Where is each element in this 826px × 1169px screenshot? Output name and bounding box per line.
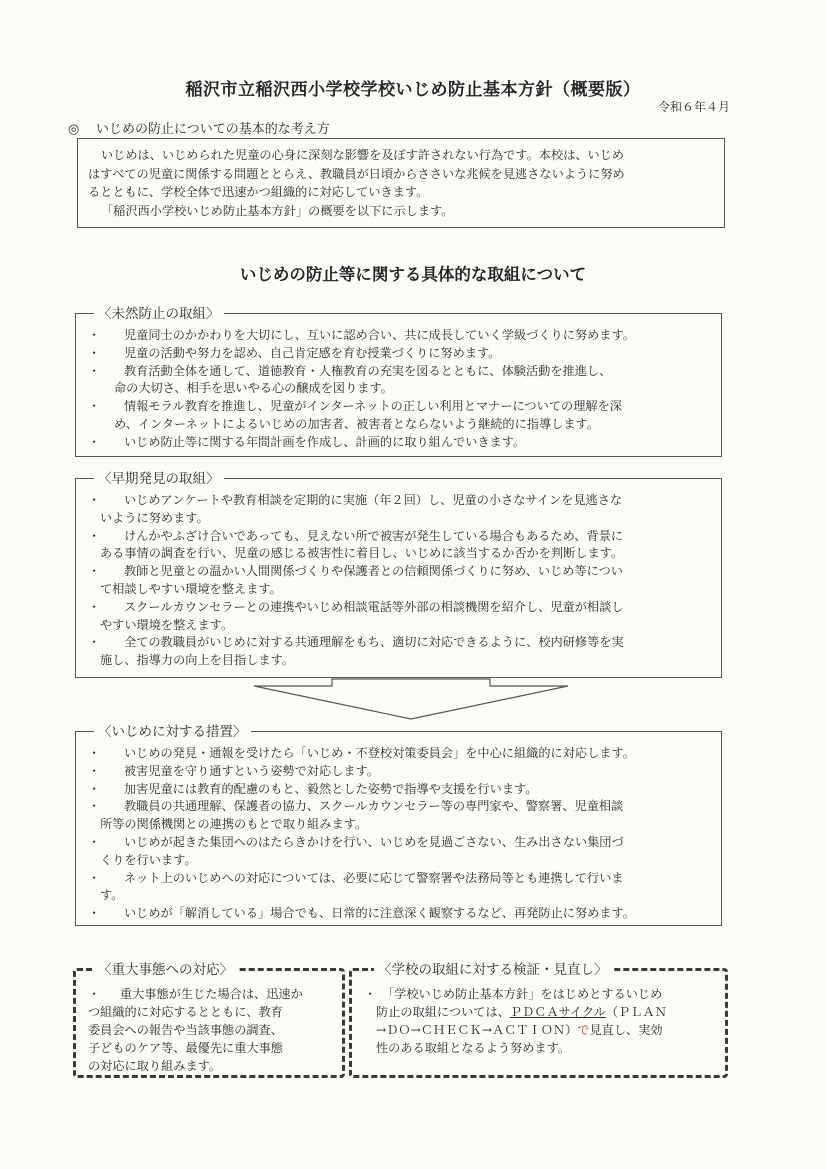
- list-item: [88, 905, 713, 923]
- item-continuation: 施し、指導力の向上を目指します。: [100, 653, 295, 668]
- item-continuation: 委員会への報告や当該事態の調査、: [88, 1023, 283, 1037]
- basic-line: るとともに、学校全体で迅速かつ組織的に対応していきます。: [88, 185, 429, 199]
- early-detection-box: [75, 478, 722, 678]
- item-continuation: 子どものケア等、最優先に重大事態: [88, 1041, 283, 1055]
- document-title: 稲沢市立稲沢西小学校学校いじめ防止基本方針（概要版）: [185, 80, 641, 100]
- list-item: [88, 563, 713, 581]
- basic-line: いじめは、いじめられた児童の心身に深刻な影響を及ぼす許されない行為です。本校は、いじめ: [101, 148, 625, 162]
- item-text: いじめ防止等に関する年間計画を作成し、計画的に取り組んでいきます。: [124, 434, 526, 449]
- double-circle-icon: ◎: [68, 122, 80, 137]
- review-text: （ＰＬＡＮ: [605, 1005, 667, 1019]
- item-text: けんかやふざけ合いであっても、見えない所で被害が発生している場合もあるため、背景に: [124, 528, 624, 543]
- item-text: いじめの発見・通報を受けたら「いじめ・不登校対策委員会」を中心に組織的に対応します。: [124, 746, 635, 760]
- bullet: ・: [88, 987, 101, 1001]
- item-text: 「学校いじめ防止基本方針」をはじめとするいじめ: [382, 987, 663, 1001]
- item-text: 児童同士のかかわりを大切にし、互いに認め合い、共に成長していく学級づくりに努めます。: [124, 328, 635, 342]
- item-continuation: の対応に取り組みます。: [88, 1059, 222, 1073]
- basic-approach-heading-text: いじめの防止についての基本的な考え方: [96, 122, 330, 137]
- bullet: ・: [88, 363, 101, 378]
- item-text: 教師と児童との温かい人間関係づくりや保護者との信頼関係づくりに努め、いじめ等につい: [124, 564, 623, 579]
- bullet: ・: [88, 328, 101, 342]
- item-continuation: ある事情の調査を行い、児童の感じる被害性に着目し、いじめに該当するか否かを判断します。: [100, 546, 624, 561]
- bullet: ・: [88, 746, 101, 760]
- item-text: 全ての教職員がいじめに対する共通理解をもち、適切に対応できるように、校内研修等を実: [124, 635, 624, 650]
- document-date: 令和６年４月: [657, 100, 730, 114]
- list-item: [364, 985, 717, 1003]
- list-item: [88, 781, 713, 799]
- list-item: [88, 599, 713, 617]
- list-item: [88, 434, 713, 452]
- bullet: ・: [88, 834, 101, 849]
- basic-line: はすべての児童に関係する問題ととらえ、教職員が日頃からささいな兆候を見逃さないように努め: [88, 166, 625, 181]
- item-continuation: やすい環境を整えます。: [100, 617, 234, 632]
- basic-line: 「稲沢西小学校いじめ防止基本方針」の概要を以下に示します。: [101, 203, 454, 218]
- serious-incident-label: 〈重大事態への対応〉: [94, 958, 237, 978]
- bullet: ・: [88, 906, 101, 921]
- bullet: ・: [88, 635, 101, 650]
- list-item: [88, 528, 713, 546]
- item-continuation: [364, 1003, 717, 1021]
- review-text: 見直し、実効: [589, 1023, 663, 1037]
- down-arrow-icon: [252, 678, 570, 720]
- list-item: [88, 345, 713, 363]
- bullet: ・: [88, 493, 101, 507]
- item-text: 重大事態が生じた場合は、迅速か: [120, 987, 303, 1001]
- review-text: 防止の取組については、: [376, 1005, 510, 1019]
- bullet: ・: [364, 987, 377, 1001]
- list-item: [88, 870, 713, 888]
- list-item: [88, 492, 713, 510]
- list-item: [88, 745, 713, 763]
- bullet: ・: [88, 528, 101, 543]
- bullet: ・: [88, 763, 101, 778]
- response-measures-label: 〈いじめに対する措置〉: [94, 720, 251, 740]
- review-box: [349, 968, 728, 1078]
- item-continuation: す。: [100, 888, 124, 903]
- item-continuation: 命の大切さ、相手を思いやる心の醸成を図ります。: [114, 381, 393, 396]
- item-continuation: 所等の関係機関との連携のもとで取り組みます。: [100, 817, 368, 832]
- item-text: 教育活動全体を通して、道徳教育・人権教育の充実を図るとともに、体験活動を推進し、: [124, 363, 612, 378]
- list-item: [88, 363, 713, 381]
- highlighted-text: で: [577, 1023, 590, 1037]
- list-item: [88, 634, 713, 652]
- list-item: [88, 985, 334, 1003]
- bullet: ・: [88, 345, 101, 360]
- item-text: 児童の活動や努力を認め、自己肯定感を育む授業づくりに努めます。: [124, 345, 501, 360]
- serious-incident-box: [73, 968, 345, 1078]
- basic-approach-heading: [68, 118, 330, 137]
- list-item: [88, 763, 713, 781]
- item-text: 情報モラル教育を推進し、児童がインターネットの正しい利用とマナーについての理解を深: [124, 399, 622, 414]
- bullet: ・: [88, 564, 101, 579]
- prevention-label: 〈未然防止の取組〉: [94, 302, 224, 322]
- item-continuation: め、インターネットによるいじめの加害者、被害者とならないよう継続的に指導します。: [114, 416, 599, 431]
- bullet: ・: [88, 399, 101, 414]
- item-text: 加害児童には教育的配慮のもと、毅然とした姿勢で指導や支援を行います。: [124, 781, 538, 796]
- review-label: 〈学校の取組に対する検証・見直し〉: [374, 958, 612, 978]
- item-text: 教職員の共通理解、保護者の協力、スクールカウンセラー等の専門家や、警察署、児童相談: [124, 799, 624, 814]
- pdca-cycle-term: ＰＤＣＡサイクル: [509, 1005, 606, 1019]
- item-text: いじめが起きた集団へのはたらきかけを行い、いじめを見過ごさない、生み出さない集団づ: [124, 834, 624, 849]
- bullet: ・: [88, 599, 101, 614]
- section-title: いじめの防止等に関する具体的な取組について: [239, 265, 587, 284]
- review-text: →ＤＯ→ＣＨＥＣＫ→ＡＣＴＩＯＮ）: [376, 1023, 578, 1037]
- bullet: ・: [88, 799, 101, 814]
- list-item: [88, 398, 713, 416]
- item-continuation: て相談しやすい環境を整えます。: [100, 581, 282, 596]
- list-item: [88, 798, 713, 816]
- item-continuation: つ組織的に対応するとともに、教育: [88, 1005, 283, 1019]
- basic-approach-box: [77, 138, 725, 228]
- item-continuation: くりを行います。: [100, 852, 197, 867]
- prevention-box: [75, 313, 722, 457]
- item-text: 被害児童を守り通すという姿勢で対応します。: [124, 763, 379, 778]
- response-measures-box: [75, 731, 722, 926]
- bullet: ・: [88, 434, 101, 449]
- item-continuation: いように努めます。: [100, 510, 209, 525]
- bullet: ・: [88, 870, 101, 885]
- item-text: ネット上のいじめへの対応については、必要に応じて警察署や法務局等とも連携して行いま: [124, 870, 624, 885]
- item-continuation: [364, 1021, 717, 1039]
- item-text: いじめが「解消している」場合でも、日常的に注意深く観察するなど、再発防止に努めます。: [124, 906, 635, 921]
- list-item: [88, 327, 713, 345]
- item-continuation: 性のある取組となるよう努めます。: [376, 1041, 571, 1055]
- bullet: ・: [88, 781, 101, 796]
- item-text: いじめアンケートや教育相談を定期的に実施（年２回）し、児童の小さなサインを見逃さな: [124, 493, 623, 507]
- list-item: [88, 834, 713, 852]
- early-detection-label: 〈早期発見の取組〉: [94, 467, 224, 487]
- item-text: スクールカウンセラーとの連携やいじめ相談電話等外部の相談機関を紹介し、児童が相談し: [124, 599, 624, 614]
